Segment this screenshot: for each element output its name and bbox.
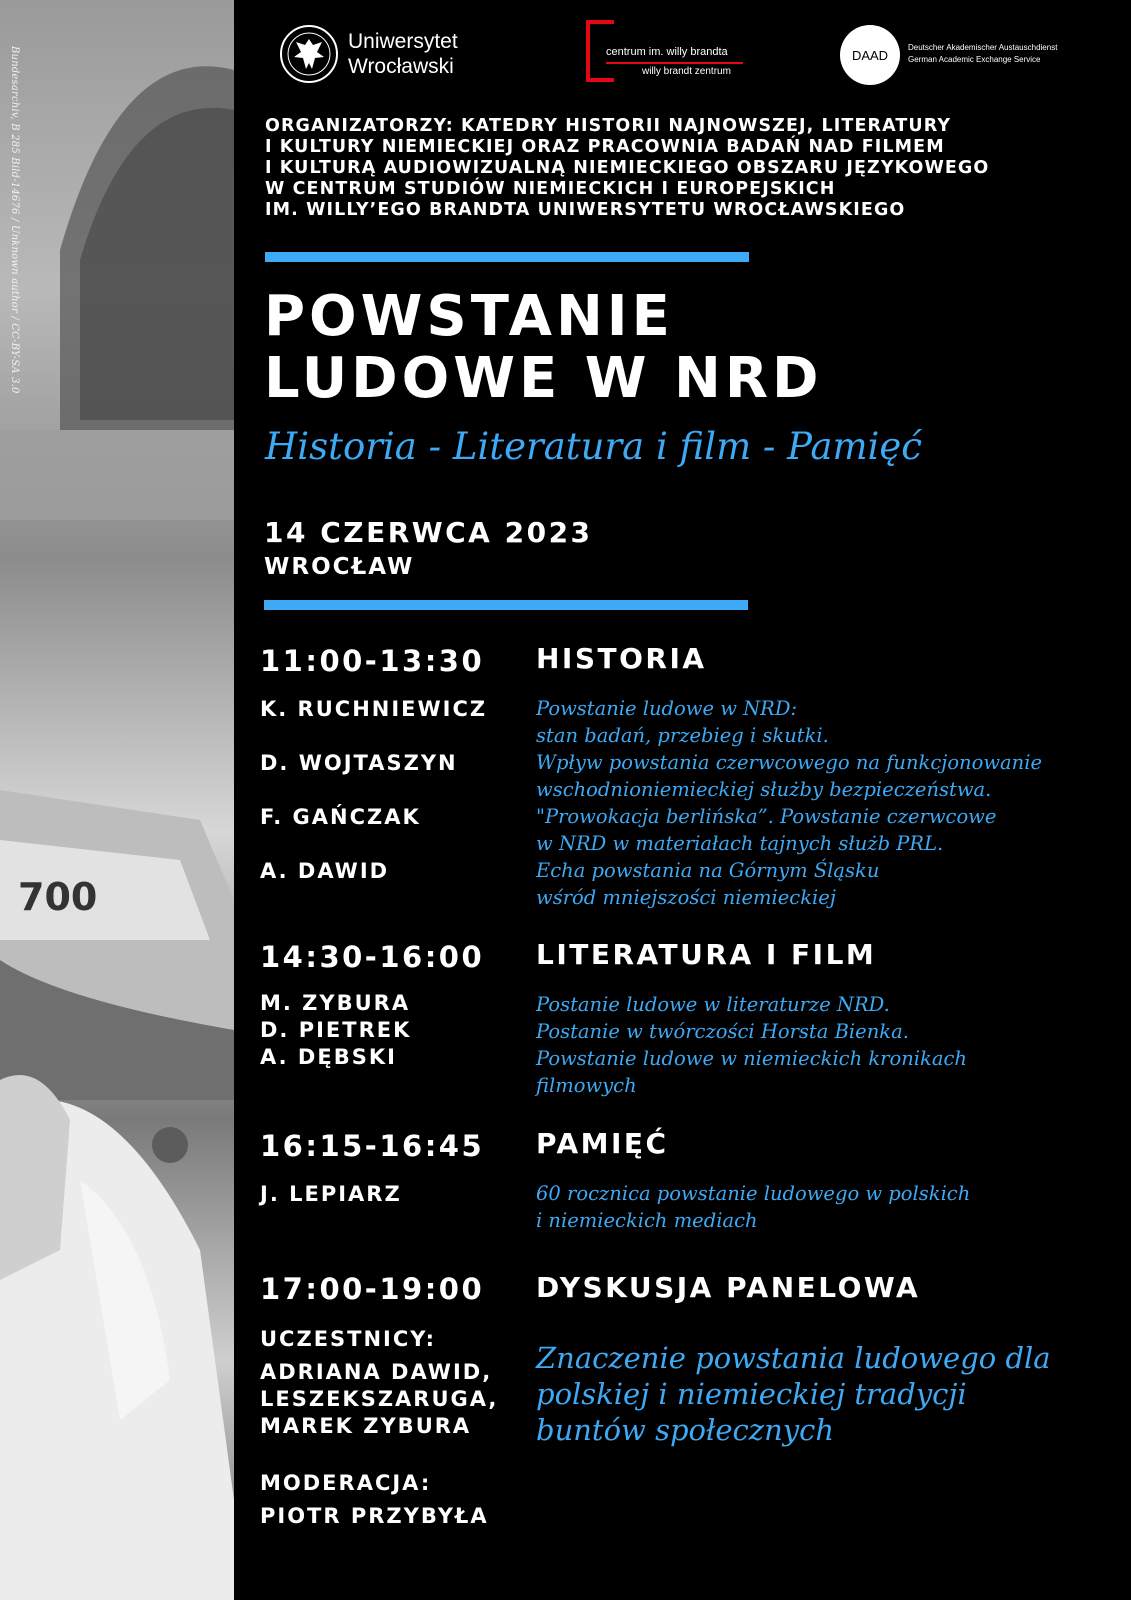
title-line-2: LUDOWE W NRD <box>264 346 823 411</box>
wbz-name-german: willy brandt zentrum <box>642 66 731 77</box>
speaker-name: A. DAWID <box>260 859 390 883</box>
participant-name: ADRIANA DAWID, <box>260 1360 493 1384</box>
organizers-line: ORGANIZATORZY: KATEDRY HISTORII NAJNOWSZEJ, LITERATURY <box>265 116 952 136</box>
panel-topic-line: Znaczenie powstania ludowego dla <box>536 1341 1051 1375</box>
university-name-line-2: Wrocławski <box>348 55 454 78</box>
university-name-line-1: Uniwersytet <box>348 30 458 53</box>
talk-title: Postanie ludowe w literaturze NRD. <box>536 993 890 1016</box>
panel-topic <box>536 1340 1051 1448</box>
talk-title: wśród mniejszości niemieckiej <box>536 886 836 909</box>
panel-topic-line: polskiej i niemieckiej tradycji <box>536 1377 967 1411</box>
participants-label: UCZESTNICY: <box>260 1327 437 1351</box>
wbz-divider <box>606 62 743 64</box>
participant-name: MAREK ZYBURA <box>260 1414 472 1438</box>
eagle-seal-icon <box>280 25 338 83</box>
organizers-line: I KULTURY NIEMIECKIEJ ORAZ PRACOWNIA BADAŃ NAD FILMEM <box>265 137 945 157</box>
speaker-name: M. ZYBURA <box>260 991 411 1015</box>
organizers-line: IM. WILLY’EGO BRANDTA UNIWERSYTETU WROCŁAWSKIEGO <box>265 200 906 220</box>
photo-illustration <box>0 0 234 1600</box>
panel-topic-line: buntów społecznych <box>536 1413 835 1447</box>
daad-logo <box>840 25 1080 87</box>
speaker-name: A. DĘBSKI <box>260 1045 397 1069</box>
speaker-name: D. PIETREK <box>260 1018 412 1042</box>
organizers-line: W CENTRUM STUDIÓW NIEMIECKICH I EUROPEJSKICH <box>265 179 836 199</box>
talk-title: wschodnioniemieckiej służby bezpieczeństwa. <box>536 778 992 801</box>
organizers-block <box>265 116 1125 221</box>
talk-title: stan badań, przebieg i skutki. <box>536 724 829 747</box>
talk-title: Powstanie ludowe w NRD: <box>536 697 798 720</box>
svg-text:700: 700 <box>18 875 98 919</box>
event-title <box>264 286 823 410</box>
speaker-name: K. RUCHNIEWICZ <box>260 697 488 721</box>
talk-title: w NRD w materiałach tajnych służb PRL. <box>536 832 944 855</box>
session-title: HISTORIA <box>536 642 707 675</box>
daad-name-german: Deutscher Akademischer Austauschdienst <box>908 43 1058 52</box>
event-subtitle: Historia - Literatura i film - Pamięć <box>265 425 923 468</box>
speaker-name: F. GAŃCZAK <box>260 805 421 829</box>
participant-name: LESZEKSZARUGA, <box>260 1387 499 1411</box>
photo-credit: Bundesarchiv, B 285 Bild-14676 / Unknown author / CC-BY-SA 3.0 <box>9 46 20 394</box>
talk-title: i niemieckich mediach <box>536 1209 758 1232</box>
daad-name-english: German Academic Exchange Service <box>908 55 1041 64</box>
university-logo <box>280 25 480 85</box>
title-line-1: POWSTANIE <box>264 284 674 349</box>
session-title: PAMIĘĆ <box>536 1127 669 1160</box>
willy-brandt-centre-logo <box>586 20 746 84</box>
talk-title: "Prowokacja berlińska”. Powstanie czerwcowe <box>536 805 997 828</box>
wbz-name-polish: centrum im. willy brandta <box>606 46 728 58</box>
organizers-line: I KULTURĄ AUDIOWIZUALNĄ NIEMIECKIEGO OBSZARU JĘZYKOWEGO <box>265 158 990 178</box>
session-time: 11:00-13:30 <box>260 644 485 678</box>
speaker-name: D. WOJTASZYN <box>260 751 458 775</box>
talk-title: 60 rocznica powstanie ludowego w polskich <box>536 1182 971 1205</box>
talk-title: Postanie w twórczości Horsta Bienka. <box>536 1020 909 1043</box>
speaker-name: J. LEPIARZ <box>260 1182 402 1206</box>
session-time: 17:00-19:00 <box>260 1272 485 1306</box>
moderation-label: MODERACJA: <box>260 1471 432 1495</box>
talk-title: Powstanie ludowe w niemieckich kronikach <box>536 1047 967 1070</box>
accent-divider-bottom <box>264 600 748 610</box>
accent-divider-top <box>265 252 749 262</box>
event-date: 14 CZERWCA 2023 <box>264 516 593 549</box>
session-title: DYSKUSJA PANELOWA <box>536 1271 921 1304</box>
session-title: LITERATURA I FILM <box>536 938 877 971</box>
daad-mark: DAAD <box>840 25 900 85</box>
background-photo <box>0 0 234 1600</box>
event-city: WROCŁAW <box>264 554 415 580</box>
session-time: 14:30-16:00 <box>260 940 485 974</box>
talk-title: filmowych <box>536 1074 637 1097</box>
talk-title: Wpływ powstania czerwcowego na funkcjonowanie <box>536 751 1043 774</box>
talk-title: Echa powstania na Górnym Śląsku <box>536 859 880 882</box>
session-time: 16:15-16:45 <box>260 1129 485 1163</box>
moderator-name: PIOTR PRZYBYŁA <box>260 1504 489 1528</box>
